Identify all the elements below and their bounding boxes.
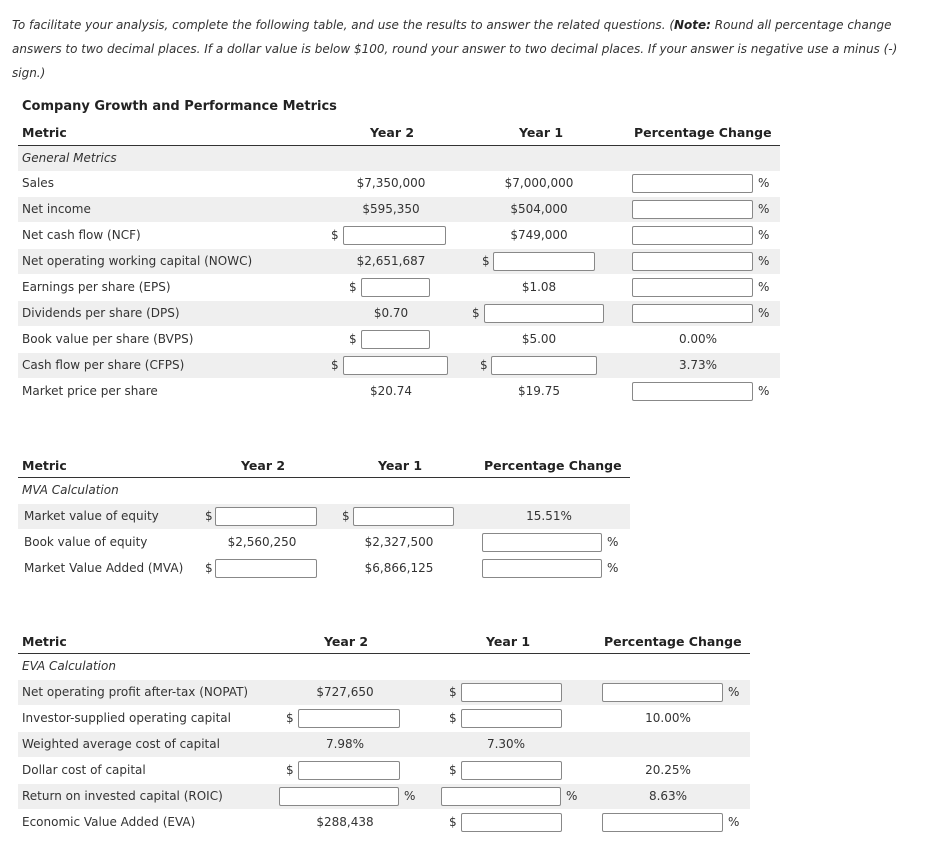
roic-year2-input[interactable] [279, 787, 399, 806]
dollar-sign: $ [205, 509, 213, 523]
pct-value: 8.63% [648, 789, 688, 803]
year1-value: $749,000 [510, 228, 568, 242]
table3-header-year1: Year 1 [486, 634, 531, 649]
table2-section-row [18, 478, 630, 503]
instructions-text: To facilitate your analysis, complete the following table, and use the results to answer the related questions. ( [12, 18, 674, 32]
dollar-sign: $ [480, 358, 488, 372]
cfps-year1-input[interactable] [491, 356, 597, 375]
table1-header-year1: Year 1 [519, 125, 564, 140]
nopat-year1-input[interactable] [461, 683, 562, 702]
row-label: Net income [22, 202, 91, 216]
pct-value: 0.00% [678, 332, 718, 346]
row-label: Market Value Added (MVA) [24, 561, 184, 575]
dollar-sign: $ [286, 711, 294, 725]
bvps-year2-input[interactable] [361, 330, 430, 349]
net-income-pct-input[interactable] [632, 200, 753, 219]
dollar-sign: $ [449, 685, 457, 699]
dollar-sign: $ [286, 763, 294, 777]
year2-value: $7,350,000 [356, 176, 426, 190]
dollar-sign: $ [349, 280, 357, 294]
percent-sign: % [566, 789, 578, 803]
row-label: Sales [22, 176, 54, 190]
row-label: Weighted average cost of capital [22, 737, 220, 751]
pct-value: 20.25% [645, 763, 691, 777]
dollar-cost-year1-input[interactable] [461, 761, 562, 780]
year1-value: $504,000 [510, 202, 568, 216]
year2-value: $288,438 [316, 815, 374, 829]
percent-sign: % [758, 202, 770, 216]
percent-sign: % [758, 384, 770, 398]
eva-year1-input[interactable] [461, 813, 562, 832]
dollar-sign: $ [349, 332, 357, 346]
percent-sign: % [758, 280, 770, 294]
percent-sign: % [728, 685, 740, 699]
year2-value: $0.70 [373, 306, 409, 320]
roic-year1-input[interactable] [441, 787, 561, 806]
mva-pct-input[interactable] [482, 559, 602, 578]
pct-value: 10.00% [645, 711, 691, 725]
cfps-year2-input[interactable] [343, 356, 448, 375]
dollar-sign: $ [331, 228, 339, 242]
table3-header-pct: Percentage Change [604, 634, 742, 649]
percent-sign: % [758, 228, 770, 242]
table1-section-row [18, 146, 780, 171]
bve-pct-input[interactable] [482, 533, 602, 552]
table1-caption: Company Growth and Performance Metrics [22, 99, 337, 114]
year1-value: $5.00 [521, 332, 557, 346]
year1-value: 7.30% [486, 737, 526, 751]
mva-year2-input[interactable] [215, 559, 317, 578]
dollar-sign: $ [449, 815, 457, 829]
pct-value: 3.73% [678, 358, 718, 372]
row-label: Market value of equity [24, 509, 159, 523]
table1-section-label: General Metrics [22, 151, 117, 165]
eps-year2-input[interactable] [361, 278, 430, 297]
capital-year1-input[interactable] [461, 709, 562, 728]
row-label: Net cash flow (NCF) [22, 228, 141, 242]
year2-value: $20.74 [370, 384, 412, 398]
table-row [18, 732, 750, 757]
dollar-sign: $ [342, 509, 350, 523]
year1-value: $6,866,125 [364, 561, 434, 575]
year1-value: $1.08 [521, 280, 557, 294]
table1-header-pct: Percentage Change [634, 125, 772, 140]
row-label: Dividends per share (DPS) [22, 306, 180, 320]
table1-header-metric: Metric [22, 125, 67, 140]
dollar-sign: $ [472, 306, 480, 320]
row-label: Earnings per share (EPS) [22, 280, 171, 294]
dollar-cost-year2-input[interactable] [298, 761, 400, 780]
dollar-sign: $ [331, 358, 339, 372]
dps-pct-input[interactable] [632, 304, 753, 323]
table1-header-year2: Year 2 [370, 125, 415, 140]
table2-header-year2: Year 2 [241, 458, 286, 473]
dollar-sign: $ [205, 561, 213, 575]
row-label: Net operating working capital (NOWC) [22, 254, 253, 268]
year2-value: $727,650 [316, 685, 374, 699]
year1-value: $7,000,000 [504, 176, 574, 190]
year2-value: $2,560,250 [227, 535, 297, 549]
table3-section-row [18, 654, 750, 679]
percent-sign: % [758, 254, 770, 268]
row-label: Dollar cost of capital [22, 763, 146, 777]
table2-header-metric: Metric [22, 458, 67, 473]
table3-header-year2: Year 2 [324, 634, 369, 649]
nowc-pct-input[interactable] [632, 252, 753, 271]
dps-year1-input[interactable] [484, 304, 604, 323]
row-label: Book value of equity [24, 535, 148, 549]
note-label: Note: [674, 18, 711, 32]
pct-value: 15.51% [526, 509, 572, 523]
dollar-sign: $ [482, 254, 490, 268]
eva-pct-input[interactable] [602, 813, 723, 832]
percent-sign: % [758, 306, 770, 320]
nopat-pct-input[interactable] [602, 683, 723, 702]
year1-value: $19.75 [518, 384, 560, 398]
row-label: Economic Value Added (EVA) [22, 815, 196, 829]
mve-year1-input[interactable] [353, 507, 454, 526]
table2-header-pct: Percentage Change [484, 458, 622, 473]
row-label: Cash flow per share (CFPS) [22, 358, 185, 372]
percent-sign: % [607, 535, 619, 549]
percent-sign: % [404, 789, 416, 803]
year2-value: 7.98% [325, 737, 365, 751]
percent-sign: % [728, 815, 740, 829]
sales-pct-input[interactable] [632, 174, 753, 193]
eps-pct-input[interactable] [632, 278, 753, 297]
mve-year2-input[interactable] [215, 507, 317, 526]
ncf-pct-input[interactable] [632, 226, 753, 245]
row-label: Net operating profit after-tax (NOPAT) [22, 685, 249, 699]
percent-sign: % [607, 561, 619, 575]
row-label: Market price per share [22, 384, 158, 398]
year1-value: $2,327,500 [364, 535, 434, 549]
row-label: Return on invested capital (ROIC) [22, 789, 223, 803]
dollar-sign: $ [449, 763, 457, 777]
year2-value: $2,651,687 [356, 254, 426, 268]
table2-section-label: MVA Calculation [22, 483, 119, 497]
row-label: Investor-supplied operating capital [22, 711, 231, 725]
nowc-year1-input[interactable] [493, 252, 595, 271]
capital-year2-input[interactable] [298, 709, 400, 728]
table3-header-metric: Metric [22, 634, 67, 649]
year2-value: $595,350 [362, 202, 420, 216]
table3-section-label: EVA Calculation [22, 659, 116, 673]
market-price-pct-input[interactable] [632, 382, 753, 401]
row-label: Book value per share (BVPS) [22, 332, 194, 346]
ncf-year2-input[interactable] [343, 226, 446, 245]
table-row [18, 504, 630, 529]
dollar-sign: $ [449, 711, 457, 725]
percent-sign: % [758, 176, 770, 190]
instructions [12, 13, 912, 85]
instructions-text-2: Round all percentage change answers to two decimal places. If a dollar value is below $100, round your answer to two decimal places. If your answer is negative use a minus (-) sign.) [12, 18, 898, 80]
table2-header-year1: Year 1 [378, 458, 423, 473]
